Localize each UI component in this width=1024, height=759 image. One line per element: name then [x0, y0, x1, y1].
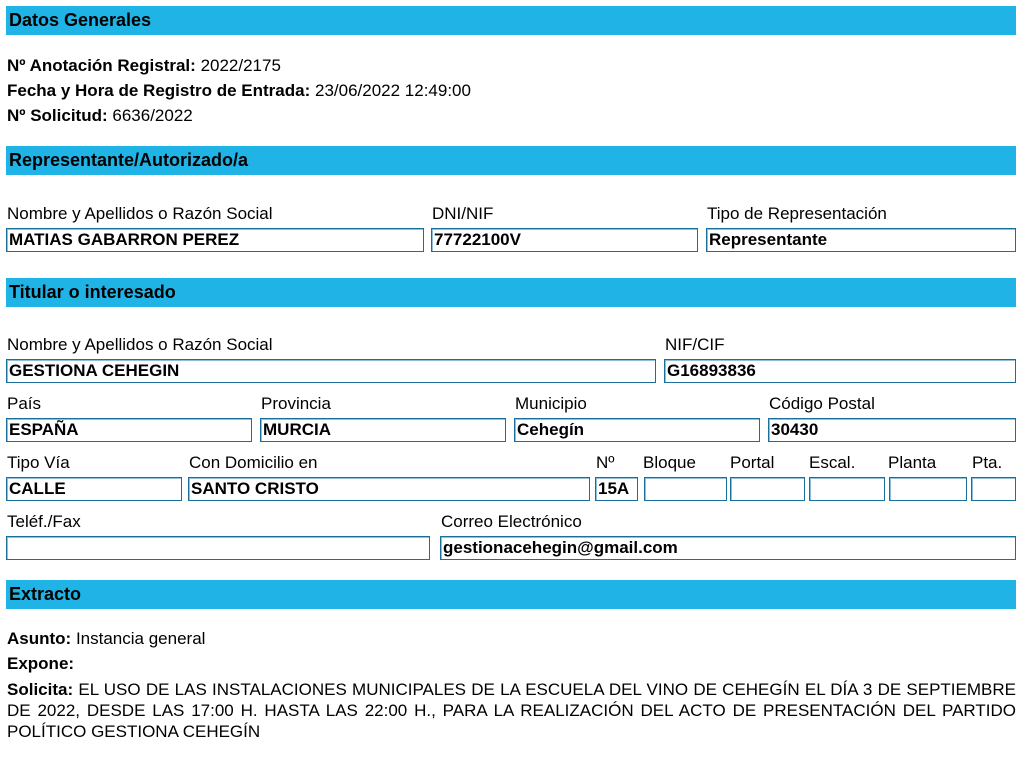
stair-label: Escal. [809, 453, 856, 472]
phone-field [6, 536, 430, 560]
door-field [971, 477, 1016, 501]
annotation-value: 2022/2175 [200, 56, 281, 75]
municipality-field: Cehegín [514, 418, 760, 442]
section-header-representative: Representante/Autorizado/a [6, 146, 1016, 175]
rep-type-field: Representante [706, 228, 1016, 252]
request-paragraph [7, 679, 1016, 742]
number-label: Nº [596, 453, 615, 472]
request-text: EL USO DE LAS INSTALACIONES MUNICIPALES DE LA ESCUELA DEL VINO DE CEHEGÍN EL DÍA 3 DE SEPTIEMBRE DE 2022, DESDE LAS 17:00 H. HASTA LAS 22:00 H., PARA LA REALIZACIÓN DEL ACTO DE PRESENTACIÓN DEL PARTIDO POLÍTICO GESTIONA CEHEGÍN [7, 680, 1016, 741]
rep-name-label: Nombre y Apellidos o Razón Social [7, 204, 273, 223]
section-header-general: Datos Generales [6, 6, 1016, 35]
section-header-holder: Titular o interesado [6, 278, 1016, 307]
subject-line [7, 629, 205, 649]
rep-name-field: MATIAS GABARRON PEREZ [6, 228, 424, 252]
entry-value: 23/06/2022 12:49:00 [314, 81, 471, 100]
province-field: MURCIA [260, 418, 506, 442]
entry-line [7, 81, 471, 101]
holder-nif-field: G16893836 [664, 359, 1016, 383]
rep-dni-label: DNI/NIF [432, 204, 494, 223]
section-header-extract: Extracto [6, 580, 1016, 609]
postal-code-label: Código Postal [769, 394, 875, 413]
email-label: Correo Electrónico [441, 512, 582, 531]
expose-label: Expone: [7, 654, 75, 673]
annotation-line [7, 56, 281, 76]
holder-name-field: GESTIONA CEHEGIN [6, 359, 656, 383]
address-field: SANTO CRISTO [188, 477, 590, 501]
address-label: Con Domicilio en [189, 453, 318, 472]
number-field: 15A [595, 477, 638, 501]
request-number-value: 6636/2022 [112, 106, 193, 125]
floor-label: Planta [888, 453, 937, 472]
subject-value: Instancia general [75, 629, 206, 648]
postal-code-field: 30430 [768, 418, 1016, 442]
phone-label: Teléf./Fax [7, 512, 81, 531]
annotation-label: Nº Anotación Registral: [7, 56, 196, 75]
block-field [644, 477, 727, 501]
request-label: Solicita: [7, 680, 74, 699]
country-label: País [7, 394, 42, 413]
holder-name-label: Nombre y Apellidos o Razón Social [7, 335, 273, 354]
portal-label: Portal [730, 453, 775, 472]
province-label: Provincia [261, 394, 331, 413]
subject-label: Asunto: [7, 629, 72, 648]
rep-dni-field: 77722100V [431, 228, 698, 252]
floor-field [889, 477, 967, 501]
municipality-label: Municipio [515, 394, 587, 413]
entry-label: Fecha y Hora de Registro de Entrada: [7, 81, 311, 100]
expose-line [7, 654, 74, 674]
door-label: Pta. [972, 453, 1003, 472]
stair-field [809, 477, 885, 501]
request-number-line [7, 106, 193, 126]
street-type-label: Tipo Vía [7, 453, 70, 472]
holder-nif-label: NIF/CIF [665, 335, 725, 354]
block-label: Bloque [643, 453, 696, 472]
street-type-field: CALLE [6, 477, 182, 501]
portal-field [730, 477, 805, 501]
country-field: ESPAÑA [6, 418, 252, 442]
request-number-label: Nº Solicitud: [7, 106, 108, 125]
email-field: gestionacehegin@gmail.com [440, 536, 1016, 560]
rep-type-label: Tipo de Representación [707, 204, 887, 223]
